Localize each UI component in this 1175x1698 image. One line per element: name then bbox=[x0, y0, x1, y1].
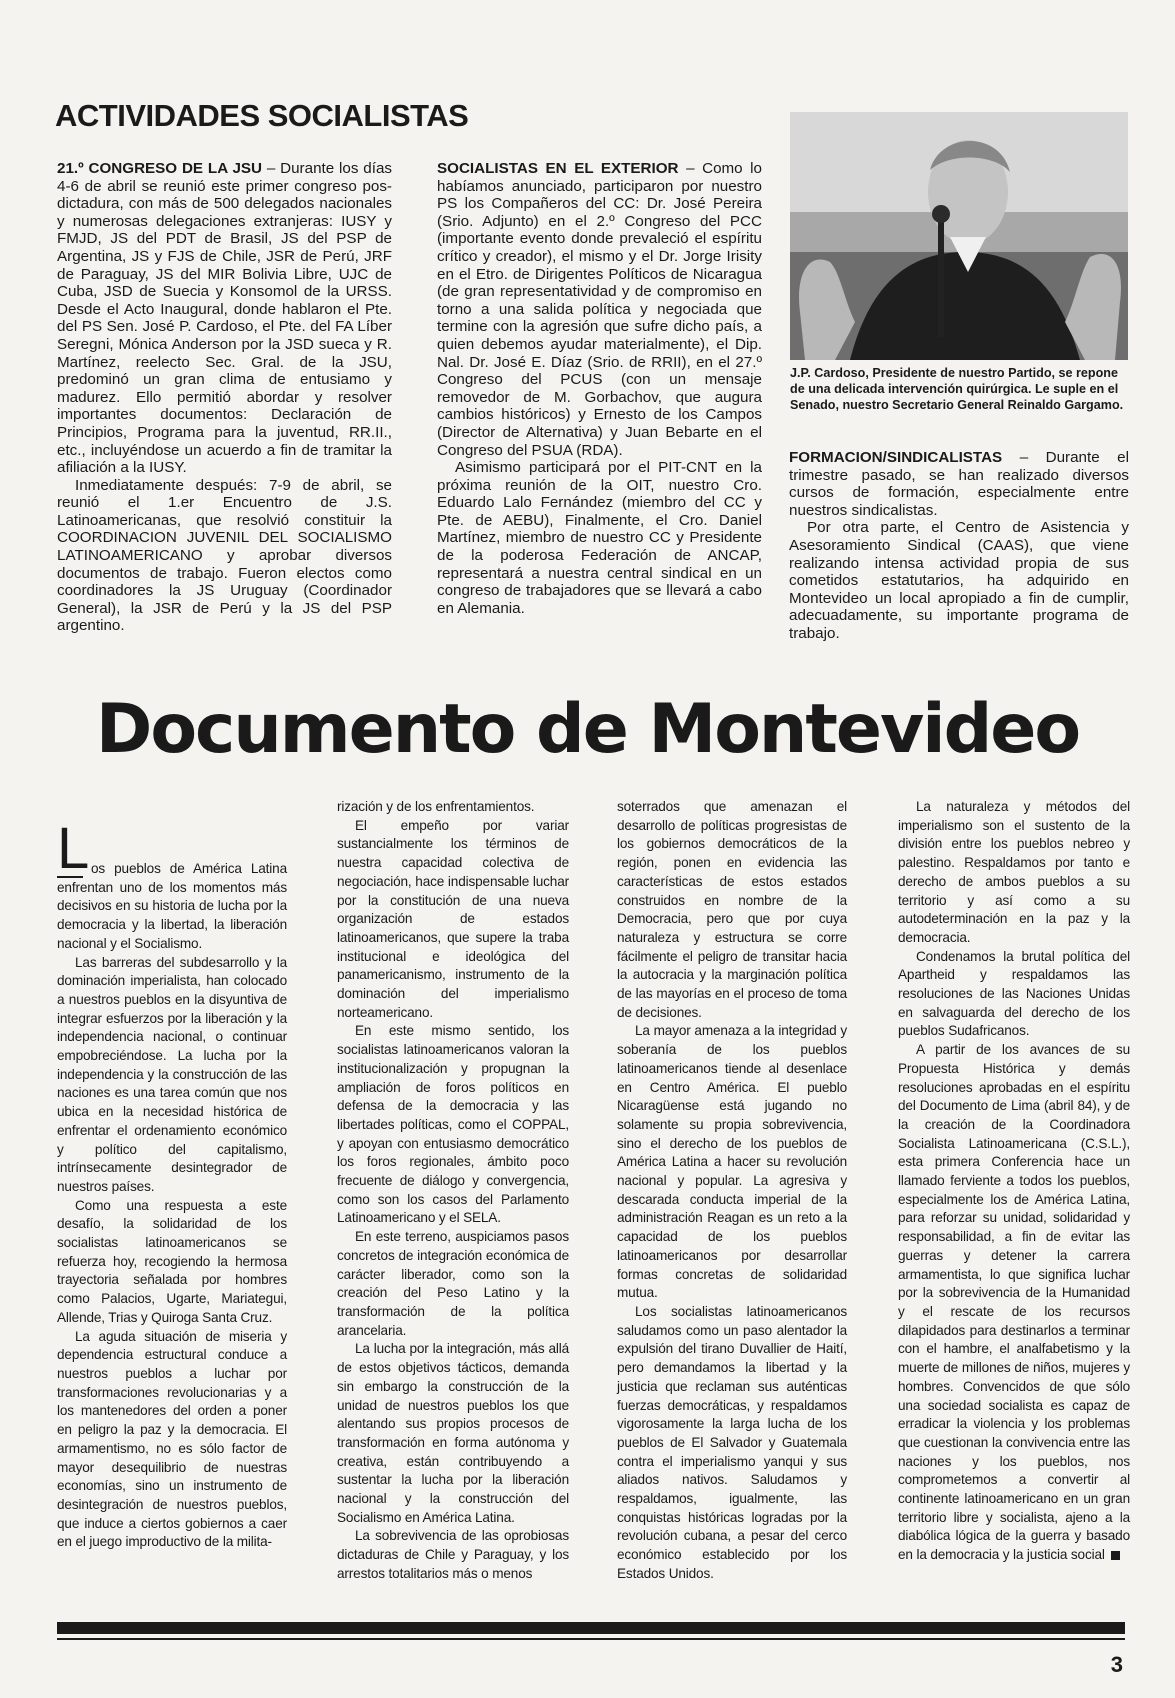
paragraph: La mayor amenaza a la integridad y soberanía de los pueblos latinoamericanos tiende al desenlace en Centro América. El pueblo Nicaragüense está jugando no solamente su propia sobrevivencia, sino el derecho de los pueblos de América Latina a hacer su revolución nacional y popular. La agresiva y descarada conducta imperial de la administración Reagan es un reto a la capacidad de los pueblos latinoamericanos por desarrollar formas concretas de solidaridad mutua. bbox=[617, 1023, 847, 1301]
paragraph: A partir de los avances de su Propuesta Histórica y demás resoluciones aprobadas en el espíritu del Documento de Lima (abril 84), y de la creación de la Coordinadora Socialista Latinoamericana (C.S.L.), esta primera Conferencia hace un llamado ferviente a todos los pueblos, especialmente los de América Latina, para reforzar su unidad, solidaridad y responsabilidad, a fin de evitar las guerras y detener la carrera armamentista, lo que significa luchar por la sobrevivencia de la Humanidad y el rescate de los recursos dilapidados para destinarlos a terminar con el hambre, el analfabetismo y la muerte de millones de niños, mujeres y hombres. Convencidos de que sólo una sociedad socialista es capaz de erradicar la violencia y los problemas que cuestionan la convivencia entre las naciones y los pueblos, nos comprometemos a convertir al continente latinoamericano en un gran territorio libre y socialista, ajeno a la diabólica lógica de la guerra y basado en la democracia y la justicia social bbox=[898, 1042, 1130, 1563]
photo-caption: J.P. Cardoso, Presidente de nuestro Partido, se repone de una delicada intervención quirúrgica. Le suple en el Senado, nuestro Secretario General Reinaldo Gargamo. bbox=[790, 366, 1124, 412]
paragraph: Inmediatamente después: 7-9 de abril, se reunió el 1.er Encuentro de J.S. Latinoamericanas, que resolvió constituir la COORDINACION JUVENIL DEL SOCIALISMO LATINOAMERICANO y aprobar diversos documentos de trabajo. Fueron electos como coordinadores la JS Uruguay (Coordinador General), la JSR de Perú y la JS del PSP argentino. bbox=[57, 476, 392, 635]
lead-training-unions: FORMACION/SINDICALISTAS bbox=[789, 449, 1003, 466]
column-training-unions bbox=[789, 449, 1129, 643]
cardoso-photo bbox=[790, 112, 1128, 360]
lead-socialists-abroad: SOCIALISTAS EN EL EXTERIOR bbox=[437, 160, 679, 177]
paragraph: – Durante el trimestre pasado, se han realizado diversos cursos de formación, especialmente entre nuestros sindicalistas. bbox=[789, 449, 1129, 519]
paragraph: El empeño por variar sustancialmente los términos de nuestra capacidad colectiva de negociación, hace indispensable luchar por la constitución de una nueva organización de estados latinoamericanos, que supere la traba institucional e ideológica del panamericanismo, instrumento de la dominación del imperialismo norteamericano. bbox=[337, 817, 569, 1020]
paragraph: En este terreno, auspiciamos pasos concretos de integración económica de carácter liberador, como son la creación del Peso Latino y la transformación de la política arancelaria. bbox=[337, 1229, 569, 1338]
paragraph: soterrados que amenazan el desarrollo de políticas progresistas de los gobiernos democráticos de la región, ponen en evidencia las características de estos estados construidos en nombre de la Democracia, pero que por cuya naturaleza y estructura se corre fácilmente el peligro de transitar hacia la autocracia y la marginación política de las mayorías en el proceso de toma de decisiones. bbox=[617, 799, 847, 1020]
article-column-1 bbox=[57, 816, 287, 1552]
lead-jsu-congress: 21.º CONGRESO DE LA JSU bbox=[57, 160, 262, 177]
paragraph: La aguda situación de miseria y dependencia estructural conduce a nuestros pueblos a luchar por transformaciones revolucionarias y a los mantenedores del orden a poner en peligro la paz y la democracia. El armamentismo, no es sólo factor de mayor desequilibrio de nuestras economías, sino un instrumento de desintegración de nuestros pueblos, que induce a ciertos gobiernos a caer en el juego improductivo de la milita- bbox=[57, 1328, 287, 1550]
paragraph: rización y de los enfrentamientos. bbox=[337, 799, 535, 814]
paragraph: En este mismo sentido, los socialistas latinoamericanos valoran la institucionalización y propugnan la ampliación de foros políticos en defensa de la democracia y las libertades políticas, como el COPPAL, y apoyan con entusiasmo democrático los foros regionales, ámbito poco frecuente de diálogo y convergencia, como son los casos del Parlamento Latinoamericano y el SELA. bbox=[337, 1023, 569, 1226]
article-column-2 bbox=[337, 798, 569, 1584]
paragraph: Asimismo participará por el PIT-CNT en la próxima reunión de la OIT, nuestro Cro. Eduardo Lalo Fernández (miembro del CC y Pte. de AEBU), Finalmente, el Cro. Daniel Martínez, miembro de nuestro CC y Presidente de la poderosa Federación de ANCAP, representará a nuestra central sindical en un congreso de trabajadores que se llevará a cabo en Alemania. bbox=[437, 459, 762, 617]
drop-cap: L bbox=[57, 816, 90, 881]
column-jsu-congress bbox=[57, 160, 392, 635]
paragraph: Los socialistas latinoamericanos saludamos como un paso alentador la expulsión del tirano Duvallier de Haití, pero demandamos la libertad y la justicia que reclaman sus auténticas fuerzas democráticas, y respaldamos vigorosamente la larga lucha de los pueblos de El Salvador y Guatemala contra el imperialismo yanqui y sus aliados nativos. Saludamos y respaldamos, igualmente, las conquistas históricas logradas por la revolución cubana, a pesar del cerco económico establecido por los Estados Unidos. bbox=[617, 1303, 847, 1581]
section-title: ACTIVIDADES SOCIALISTAS bbox=[55, 98, 469, 133]
speaker-image bbox=[790, 112, 1128, 360]
paragraph: La lucha por la integración, más allá de estos objetivos tácticos, demanda sin embargo la construcción de la unidad de nuestros pueblos los que alentando sus propios procesos de transformación en forma autónoma y creativa, están contribuyendo a sustentar la lucha por la liberación nacional y la construcción del Socialismo en América Latina. bbox=[337, 1341, 569, 1525]
footer-rule bbox=[57, 1622, 1125, 1634]
page-number: 3 bbox=[1110, 1652, 1123, 1677]
end-mark-icon bbox=[1111, 1551, 1120, 1560]
paragraph: Por otra parte, el Centro de Asistencia y Asesoramiento Sindical (CAAS), que viene realizando intensa actividad propia de sus cometidos estatutarios, ha adquirido en Montevideo un local apropiado a fin de cumplir, adecuadamente, su importante programa de trabajo. bbox=[789, 519, 1129, 642]
paragraph: La sobrevivencia de las oprobiosas dictaduras de Chile y Paraguay, y los arrestos totalitarios más o menos bbox=[337, 1528, 569, 1581]
paragraph: – Durante los días 4-6 de abril se reunió este primer congreso pos-dictadura, con más de 500 delegados nacionales y numerosas delegaciones extranjeras: IUSY y FMJD, JS del PDT de Brasil, JS del PSP de Argentina, JS y FJS de Chile, JSR de Perú, JRF de Paraguay, JS del MIR Bolivia Libre, UJC de Cuba, JSD de Suecia y Konsomol de la URSS. Desde el Acto Inaugural, donde hablaron el Pte. del PS Sen. José P. Cardoso, el Pte. del FA Líber Seregni, Mónica Anderson por la JSD sueca y R. Martínez, reelecto Sec. Gral. de la JSU, predominó un gran clima de entusiamo y madurez. Ello permitió abordar y resolver importantes documentos: Declaración de Principios, Programa para la juventud, RR.II., etc., incluyéndose un acuerdo a fin de tramitar la afiliación a la IUSY. bbox=[57, 160, 393, 477]
paragraph: La naturaleza y métodos del imperialismo son el sustento de la división entre los pueblos nebreo y palestino. Respaldamos por tanto e derecho de ambos pueblos a su territorio y así como a su autodeterminación en la paz y la democracia. bbox=[898, 799, 1130, 945]
paragraph: – Como lo habíamos anunciado, participaron por nuestro PS los Compañeros del CC: Dr. José Pereira (Srio. Adjunto) en el 2.º Congreso del PCC (importante evento donde prevaleció el espíritu crítico y creador), el mismo y el Dr. Jorge Irisity en el Etro. de Dirigentes Políticos de Nicaragua (de gran representatividad y de compromiso en torno a una salida política y negociada que termine con la agresión que sufre dicho país, a quien debemos ayudar materialmente), el Dip. Nal. Dr. José E. Díaz (Srio. de RRII), en el 27.º Congreso del PCUS (con un mensaje removedor de M. Gorbachov, que augura cambios históricos) y Ernesto de los Campos (Director de Alternativa) y Juan Bebarte en el Congreso del PSUA (RDA). bbox=[437, 160, 762, 459]
paragraph: Las barreras del subdesarrollo y la dominación imperialista, han colocado a nuestros pueblos en la disyuntiva de integrar esfuerzos por la liberación y la independencia nacional, o continuar empobreciéndose. La lucha por la independencia y la construcción de las naciones es una tarea común que nos ubica en la necesidad histórica de enfrentar el ordenamiento económico y político del capitalismo, intrínsecamente desintegrador de nuestros países. bbox=[57, 954, 287, 1194]
paragraph: Condenamos la brutal política del Apartheid y respaldamos las resoluciones de las Naciones Unidas en salvaguarda del derecho de los pueblos Sudafricanos. bbox=[898, 948, 1130, 1039]
column-socialists-abroad bbox=[437, 160, 762, 617]
paragraph: Como una respuesta a este desafío, la solidaridad de los socialistas latinoamericanos se refuerza hoy, recogiendo la hermosa trayectoria señalada por hombres como Palacios, Ugarte, Mariategui, Allende, Trias y Quiroga Santa Cruz. bbox=[57, 1197, 287, 1325]
footer-rule-thin bbox=[57, 1638, 1125, 1640]
article-column-4 bbox=[898, 798, 1130, 1565]
paragraph: os pueblos de América Latina enfrentan uno de los momentos más decisivos en su historia de lucha por la democracia y la libertad, la liberación nacional y el Socialismo. bbox=[57, 861, 287, 951]
article-headline: Documento de Montevideo bbox=[95, 690, 1080, 769]
article-column-3 bbox=[617, 798, 847, 1584]
